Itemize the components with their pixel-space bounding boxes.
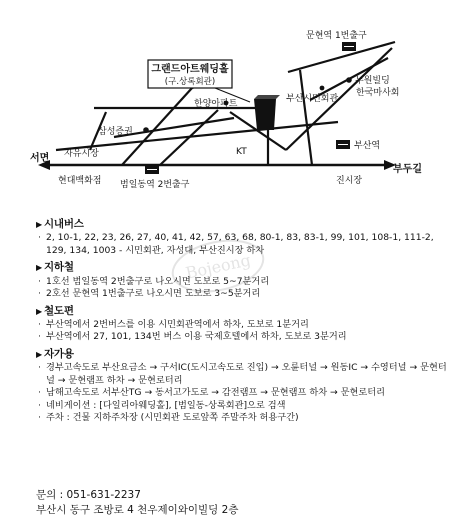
list-item: · 부산역에서 27, 101, 134번 버스 이용 국제호텔에서 하차, 도보로 3분거리 [38, 331, 347, 343]
section-bus [36, 217, 454, 257]
subway-icon-beomil [145, 165, 159, 174]
list-item: · 2호선 문현역 1번출구로 나오시면 도보로 3~5분거리 [38, 288, 261, 300]
list-item: · 2, 10-1, 22, 23, 26, 27, 40, 41, 42, 57, 63, 68, 80-1, 83, 83-1, 99, 101, 108-1, 111-2, 129, 134, 1003 - 시민회관, 자성대, 부산진시장 하차 [38, 232, 434, 256]
label-station1: 문현역 1번출구 [306, 31, 367, 41]
label-nuwon: 누원빌딩 [355, 76, 390, 86]
venue-callout [148, 60, 250, 102]
contact-block [36, 488, 238, 518]
contact-phone: 문의 : 051-631-2237 [36, 489, 141, 501]
list-item: · 남해고속도로 서부산TG → 동서고가도로 → 감전램프 → 문현램프 하차 → 문현로터리 [38, 387, 385, 399]
section-title: ▶ 지하철 [36, 261, 74, 274]
section-subway [36, 260, 454, 300]
subway-icon-munhyeon [342, 42, 356, 51]
label-jinsijang: 진시장 [336, 176, 363, 186]
label-hyundai: 현대백화점 [58, 176, 102, 186]
list-item: · 네비게이션 : [다일리아웨딩홀], [범일동-상록회관]으로 검색 [38, 399, 286, 411]
list-item: · 경부고속도로 부산요금소 → 구서IC(도시고속도로 진입) → 오륜터널 → 원동IC → 수영터널 → 문현터널 → 문현램프 하차 → 문현로터리 [38, 362, 447, 386]
list-item: · 주차 : 건물 지하주차장 (시민회관 도로앞쪽 주말주차 허용구간) [38, 412, 299, 424]
subway-icon-busan-station [336, 140, 350, 149]
watermark-text: Bojeong [183, 250, 253, 283]
list-item: · 1호선 범일동역 2번출구로 나오시면 도보로 5~7분거리 [38, 275, 270, 287]
label-busan-hall: 부산시민회관 [286, 94, 339, 104]
venue-building [254, 95, 280, 130]
section-title: ▶ 자가용 [36, 347, 74, 360]
section-rail [36, 304, 454, 344]
label-budu: 부두길 [393, 164, 422, 175]
section-title: ▶ 철도편 [36, 304, 74, 317]
venue-subtitle: (구.상록회관) [164, 77, 216, 87]
landmark-dot-samsung [143, 127, 149, 133]
triangle-icon: ▶ [36, 220, 42, 229]
label-hanguk: 한국마사회 [356, 88, 400, 98]
label-kt: KT [236, 147, 247, 157]
triangle-icon: ▶ [36, 263, 42, 273]
list-item: · 부산역에서 2번버스를 이용 시민회관역에서 하차, 도보로 1분거리 [38, 318, 309, 330]
venue-title: 그랜드아트웨딩홀 [151, 64, 229, 75]
label-seomyeon: 서면 [30, 153, 50, 164]
triangle-icon: ▶ [36, 306, 42, 316]
label-hanyang: 한양아파트 [194, 99, 238, 109]
triangle-icon: ▶ [36, 349, 42, 359]
label-beomil: 범일동역 2번출구 [120, 180, 190, 190]
landmark-dot-nuwon [346, 77, 352, 83]
label-samsung: 삼성증권 [98, 127, 133, 137]
location-map [0, 0, 458, 200]
main-road [38, 160, 396, 170]
section-title: ▶ 시내버스 [36, 218, 84, 230]
directions-panel [36, 214, 454, 425]
landmark-dot-busan-hall [320, 86, 325, 91]
label-busan-station: 부산역 [354, 141, 381, 151]
label-jayu: 자유시장 [64, 149, 99, 159]
section-car [36, 347, 454, 425]
contact-address: 부산시 동구 조방로 4 천우제이와이빌딩 2층 [36, 504, 239, 517]
